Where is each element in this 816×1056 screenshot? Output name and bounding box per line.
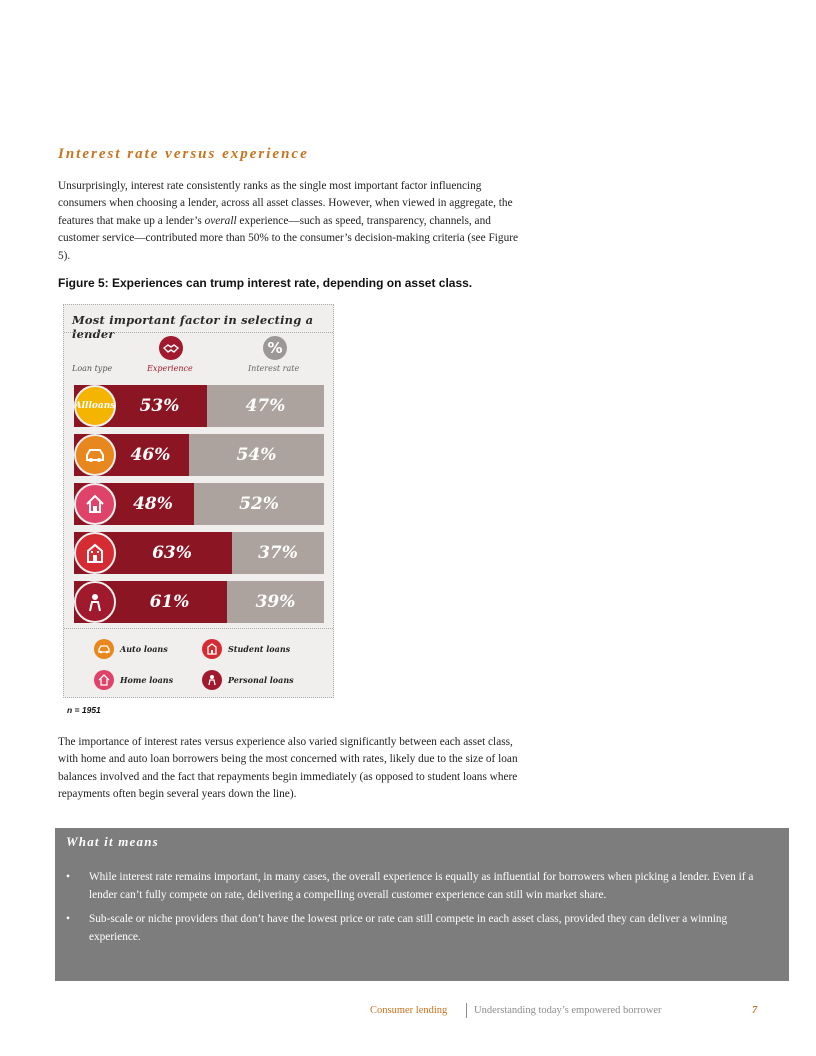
bar-row bbox=[74, 581, 324, 623]
bullet-text: Sub-scale or niche providers that don’t have the lowest price or rate can still compete in each asset class, provided they can deliver a winning experience. bbox=[89, 913, 728, 943]
interest-rate-bar: 47% bbox=[207, 385, 324, 427]
legend-student-label: Student loans bbox=[228, 644, 291, 654]
sample-size-note: n = 1951 bbox=[67, 705, 101, 715]
legend-personal-label: Personal loans bbox=[228, 675, 294, 685]
legend-home bbox=[94, 670, 173, 690]
experience-bar: 53% bbox=[74, 385, 207, 427]
experience-bar: 46% bbox=[74, 434, 189, 476]
experience-bar: 61% bbox=[74, 581, 227, 623]
legend-student bbox=[202, 639, 290, 659]
intro-paragraph: Unsurprisingly, interest rate consistently ranks as the single most important factor influencing consumers when choosing a lender, across all asset classes. However, when viewed in aggregate, the features that make up a lender’s overall experience—such as speed, transparency, channels, and customer service—contributed more than 50% to the consumer’s decision-making criteria (see Figure 5). bbox=[58, 180, 518, 262]
asset-class-paragraph: The importance of interest rates versus experience also varied significantly between each asset class, with home and auto loan borrowers being the most concerned with rates, likely due to the size of loan balances involved and the fact that repayments begin immediately (as opposed to student loans where repayments often begin several years down the line). bbox=[58, 736, 518, 801]
interest-rate-label: Interest rate bbox=[248, 364, 300, 373]
legend-auto bbox=[94, 639, 168, 659]
handshake-icon bbox=[159, 336, 183, 360]
list-item bbox=[66, 910, 766, 946]
experience-bar: 48% bbox=[74, 483, 194, 525]
interest-rate-bar: 54% bbox=[189, 434, 324, 476]
legend-divider bbox=[64, 628, 333, 629]
experience-label: Experience bbox=[147, 364, 193, 373]
school-icon bbox=[202, 639, 222, 659]
bar-row bbox=[74, 532, 324, 574]
bar-row bbox=[74, 385, 324, 427]
loan-type-label: Loan type bbox=[72, 364, 113, 373]
legend-personal bbox=[202, 670, 294, 690]
legend-auto-label: Auto loans bbox=[120, 644, 168, 654]
figure-caption: Figure 5: Experiences can trump interest rate, depending on asset class. bbox=[58, 276, 473, 290]
footer-subtitle: Understanding today’s empowered borrower bbox=[474, 1005, 662, 1016]
bullet-text: While interest rate remains important, in many cases, the overall experience is equally as influential for borrowers when picking a lender. Even if a lender can’t fully compete on rate, delivering a compelling overall customer experience can still win market share. bbox=[89, 871, 754, 901]
footer-publication: Consumer lending bbox=[370, 1005, 448, 1016]
page-number: 7 bbox=[752, 1005, 758, 1016]
car-icon bbox=[74, 434, 116, 476]
school-icon bbox=[74, 532, 116, 574]
bullet-icon: • bbox=[66, 871, 70, 883]
car-icon bbox=[94, 639, 114, 659]
interest-rate-bar: 37% bbox=[232, 532, 324, 574]
percent-icon: % bbox=[263, 336, 287, 360]
house-icon bbox=[74, 483, 116, 525]
chart-title: Most important factor in selecting a lender bbox=[72, 313, 314, 341]
legend-home-label: Home loans bbox=[120, 675, 174, 685]
what-it-means-box bbox=[55, 828, 789, 981]
experience-bar: 63% bbox=[74, 532, 232, 574]
interest-rate-bar: 52% bbox=[194, 483, 324, 525]
person-icon bbox=[74, 581, 116, 623]
interest-rate-bar: 39% bbox=[227, 581, 324, 623]
footer-divider bbox=[466, 1003, 467, 1018]
what-it-means-title: What it means bbox=[66, 834, 159, 849]
bullet-icon: • bbox=[66, 913, 70, 925]
list-item bbox=[66, 868, 766, 904]
section-heading: Interest rate versus experience bbox=[58, 146, 309, 162]
title-divider bbox=[64, 332, 333, 333]
lender-factor-infographic bbox=[63, 304, 334, 698]
all-loans-icon: All loans bbox=[74, 385, 116, 427]
bar-row bbox=[74, 483, 324, 525]
house-icon bbox=[94, 670, 114, 690]
what-it-means-list bbox=[66, 868, 766, 952]
person-icon bbox=[202, 670, 222, 690]
bar-row bbox=[74, 434, 324, 476]
